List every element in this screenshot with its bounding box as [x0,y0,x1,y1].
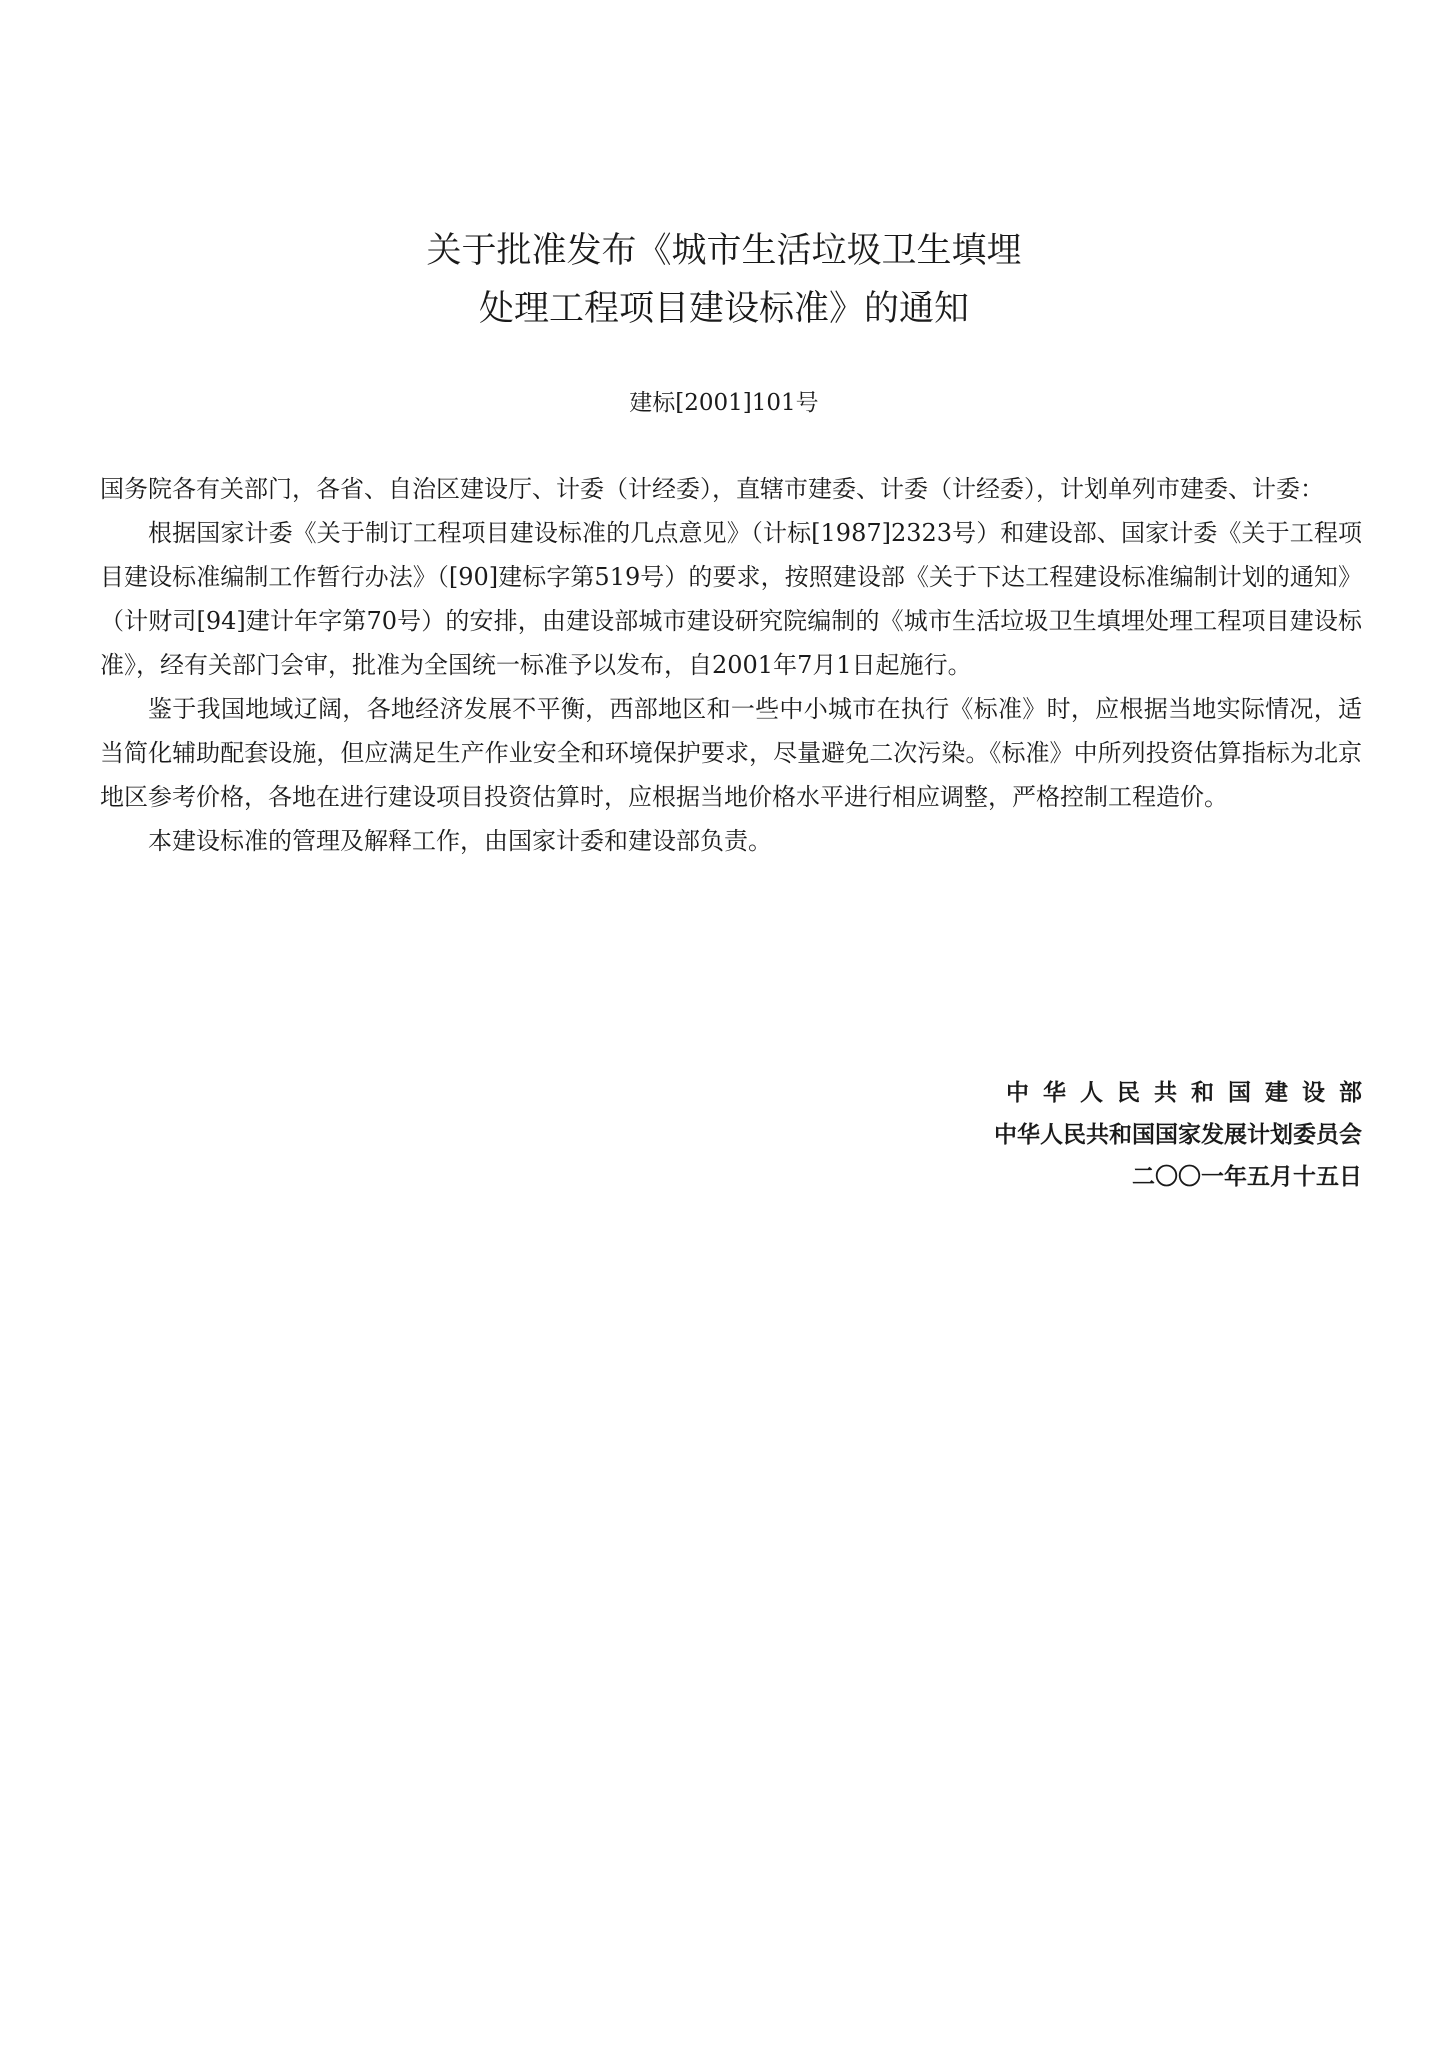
body-paragraph-2: 鉴于我国地域辽阔，各地经济发展不平衡，西部地区和一些中小城市在执行《标准》时，应根据当地实际情况，适当简化辅助配套设施，但应满足生产作业安全和环境保护要求，尽量避免二次污染。《标准》中所列投资估算指标为北京地区参考价格，各地在进行建设项目投资估算时，应根据当地价格水平进行相应调整，严格控制工程造价。 [100,695,1362,811]
signature-block [994,1072,1376,1198]
document-number: 建标[2001]101号 [629,390,819,416]
body-paragraph-3: 本建设标准的管理及解释工作，由国家计委和建设部负责。 [148,827,772,855]
document-body [100,467,1362,863]
body-paragraph-1: 根据国家计委《关于制订工程项目建设标准的几点意见》（计标[1987]2323号）和建设部、国家计委《关于工程项目建设标准编制工作暂行办法》（[90]建标字第519号）的要求，按照建设部《关于下达工程建设标准编制计划的通知》（计财司[94]建计年字第70号）的安排，由建设部城市建设研究院编制的《城市生活垃圾卫生填埋处理工程项目建设标准》，经有关部门会审，批准为全国统一标准予以发布，自2001年7月1日起施行。 [100,519,1362,679]
issuer-ministry-of-construction: 中华人民共和国建设部 [1006,1080,1376,1106]
recipients-paragraph: 国务院各有关部门，各省、自治区建设厅、计委（计经委），直辖市建委、计委（计经委），计划单列市建委、计委： [100,475,1324,503]
issue-date: 二〇〇一年五月十五日 [1132,1164,1362,1190]
issuer-planning-commission: 中华人民共和国国家发展计划委员会 [994,1122,1362,1148]
title-line-2: 处理工程项目建设标准》的通知 [478,289,969,329]
document-title [0,222,1448,338]
title-line-1: 关于批准发布《城市生活垃圾卫生填埋 [426,231,1022,271]
